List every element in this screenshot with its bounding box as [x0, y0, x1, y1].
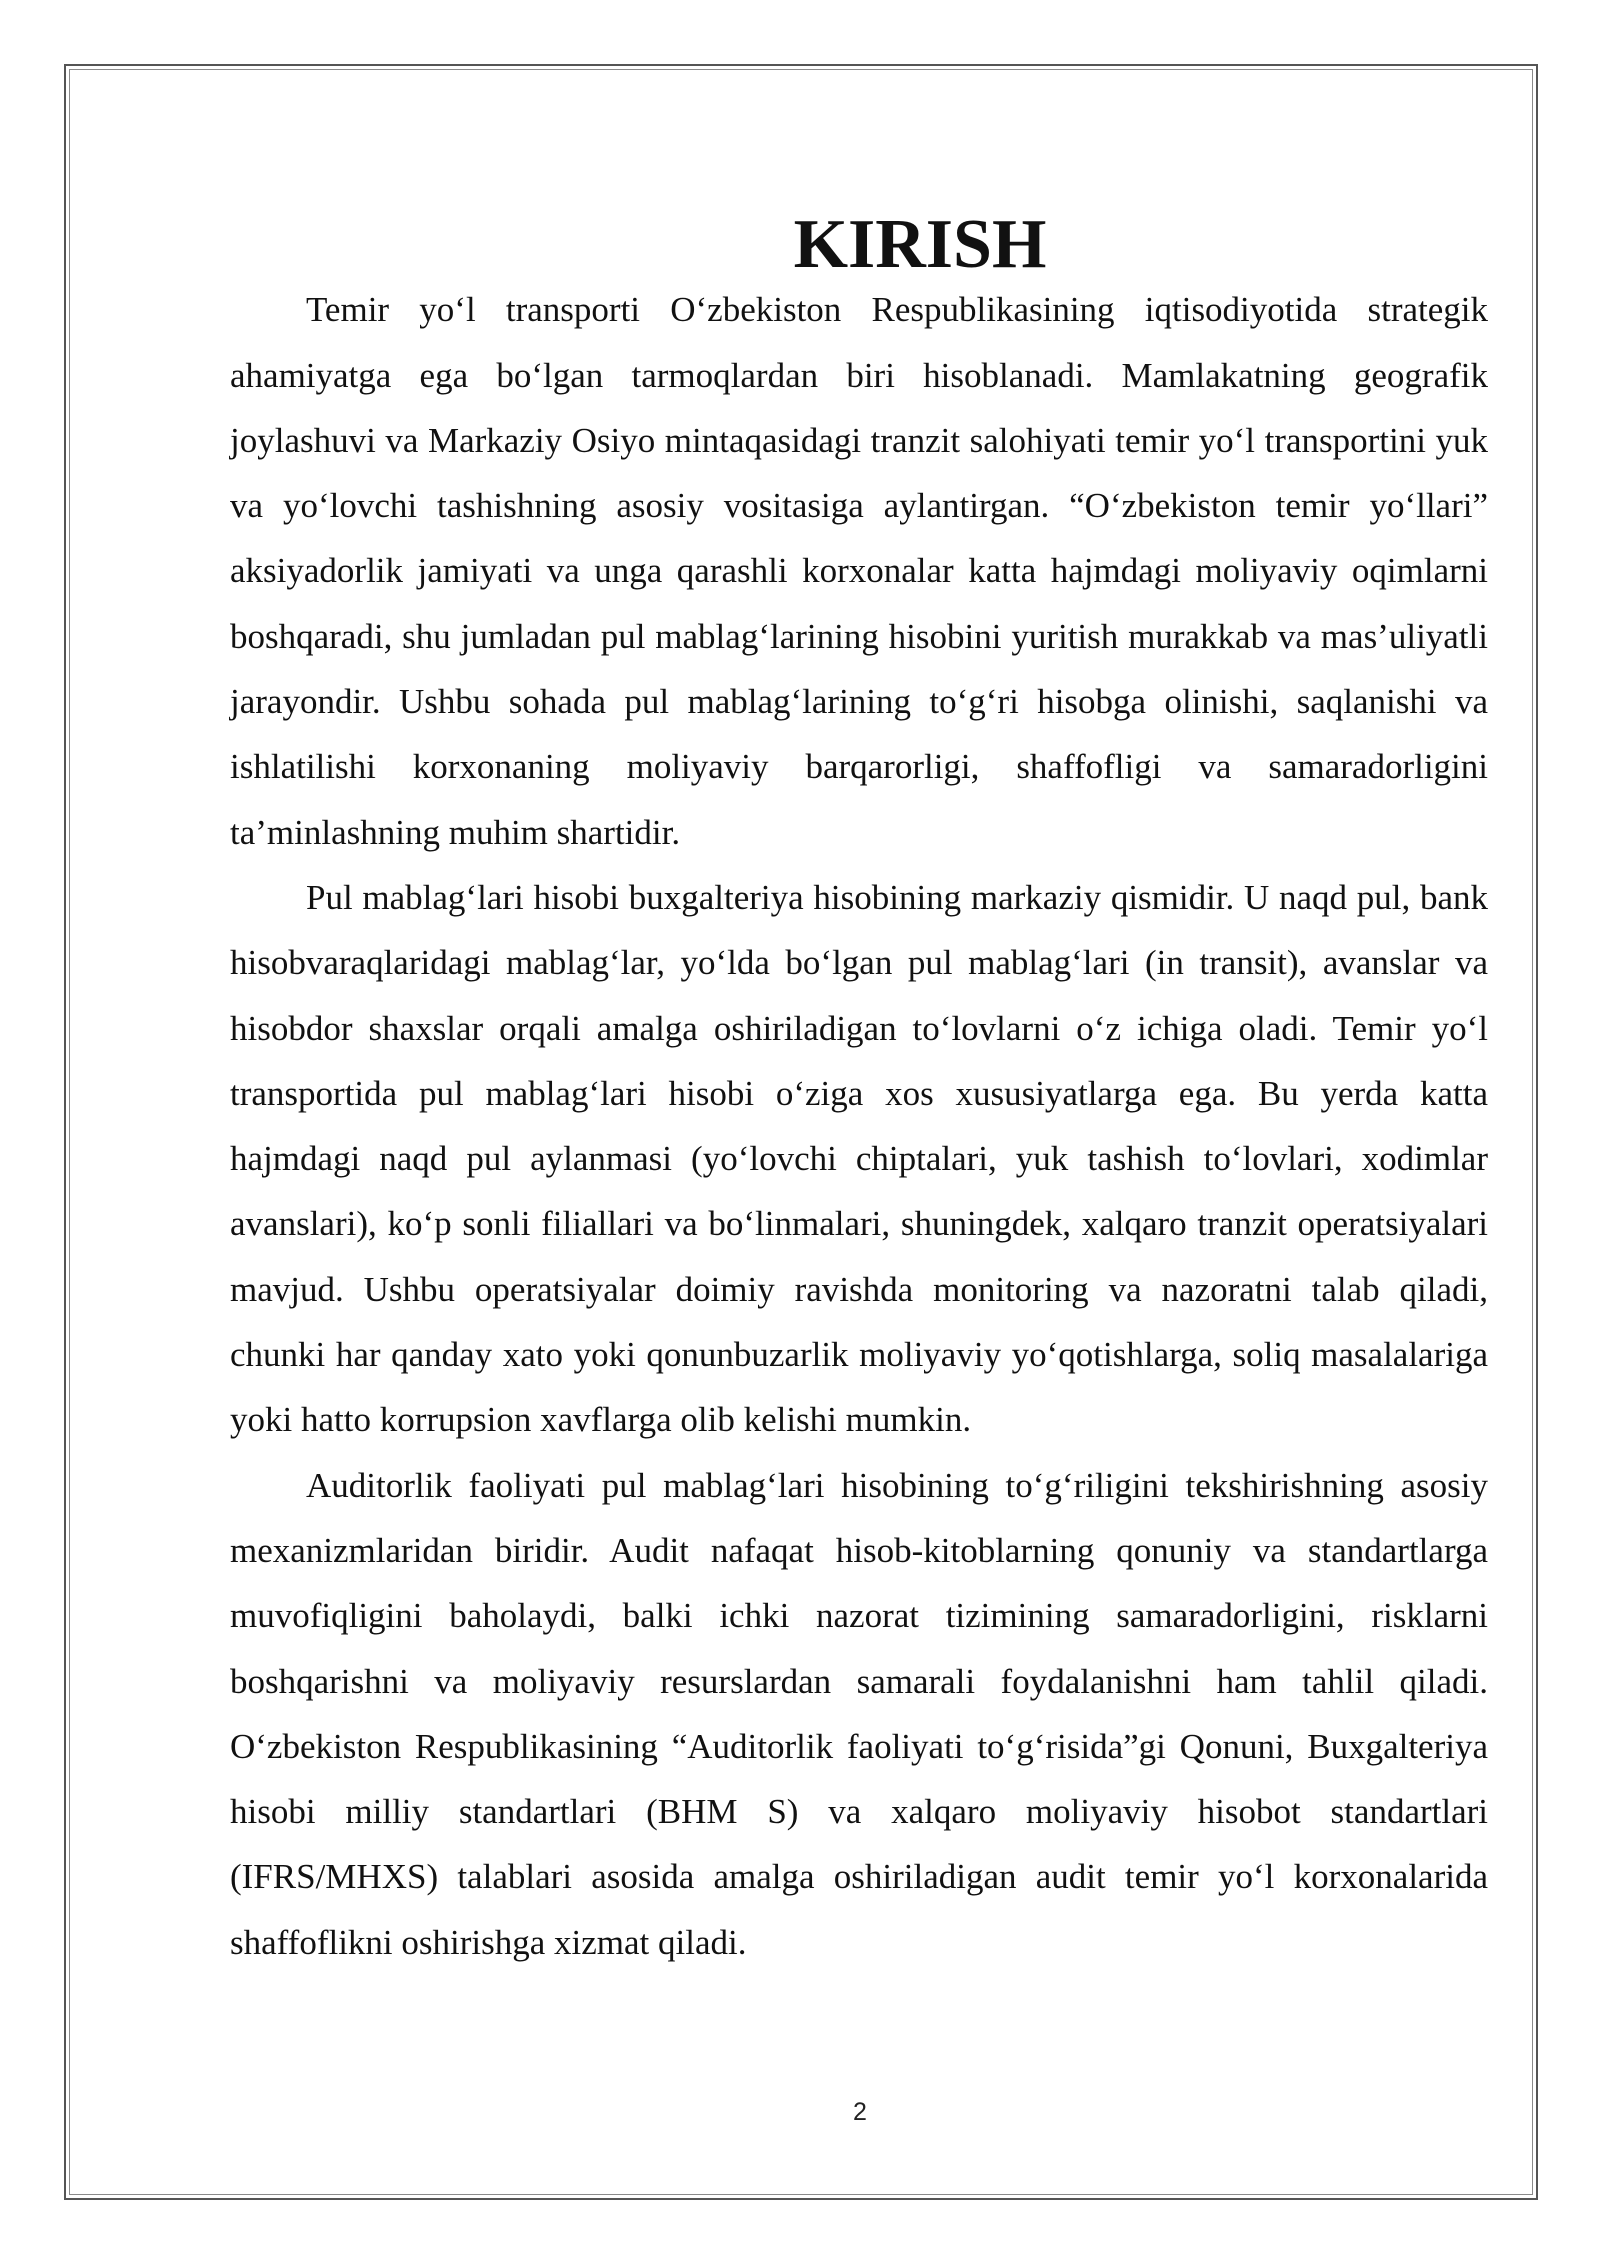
section-heading: KIRISH [793, 206, 1047, 283]
document-body [230, 206, 1488, 1975]
paragraph-2: Pul mablag‘lari hisobi buxgalteriya hisobining markaziy qismidir. U naqd pul, bank hisobvaraqlaridagi mablag‘lar, yo‘lda bo‘lgan pul mablag‘lari (in transit), avanslar va hisobdor shaxslar orqali amalga oshiriladigan to‘lovlarni o‘z ichiga oladi. Temir yo‘l transportida pul mablag‘lari hisobi o‘ziga xos xususiyatlarga ega. Bu yerda katta hajmdagi naqd pul aylanmasi (yo‘lovchi chiptalari, yuk tashish to‘lovlari, xodimlar avanslari), ko‘p sonli filiallari va bo‘linmalari, shuningdek, xalqaro tranzit operatsiyalari mavjud. Ushbu operatsiyalar doimiy ravishda monitoring va nazoratni talab qiladi, chunki har qanday xato yoki qonunbuzarlik moliyaviy yo‘qotishlarga, soliq masalalariga yoki hatto korrupsion xavflarga olib kelishi mumkin. [230, 877, 1488, 1440]
page-number: 2 [853, 2098, 867, 2126]
paragraph-1: Temir yo‘l transporti O‘zbekiston Respublikasining iqtisodiyotida strategik ahamiyatga ega bo‘lgan tarmoqlardan biri hisoblanadi. Mamlakatning geografik joylashuvi va Markaziy Osiyo mintaqasidagi tranzit salohiyati temir yo‘l transportini yuk va yo‘lovchi tashishning asosiy vositasiga aylantirgan. “O‘zbekiston temir yo‘llari” aksiyadorlik jamiyati va unga qarashli korxonalar katta hajmdagi moliyaviy oqimlarni boshqaradi, shu jumladan pul mablag‘larining hisobini yuritish murakkab va mas’uliyatli jarayondir. Ushbu sohada pul mablag‘larining to‘g‘ri hisobga olinishi, saqlanishi va ishlatilishi korxonaning moliyaviy barqarorligi, shaffofligi va samaradorligini ta’minlashning muhim shartidir. [230, 290, 1488, 852]
paragraph-3: Auditorlik faoliyati pul mablag‘lari hisobining to‘g‘riligini tekshirishning asosiy mexanizmlaridan biridir. Audit nafaqat hisob-kitoblarning qonuniy va standartlarga muvofiqligini baholaydi, balki ichki nazorat tizimining samaradorligini, risklarni boshqarishni va moliyaviy resurslardan samarali foydalanishni ham tahlil qiladi. O‘zbekiston Respublikasining “Auditorlik faoliyati to‘g‘risida”gi Qonuni, Buxgalteriya hisobi milliy standartlari (BHM S) va xalqaro moliyaviy hisobot standartlari (IFRS/MHXS) talablari asosida amalga oshiriladigan audit temir yo‘l korxonalarida shaffoflikni oshirishga xizmat qiladi. [230, 1465, 1488, 1962]
